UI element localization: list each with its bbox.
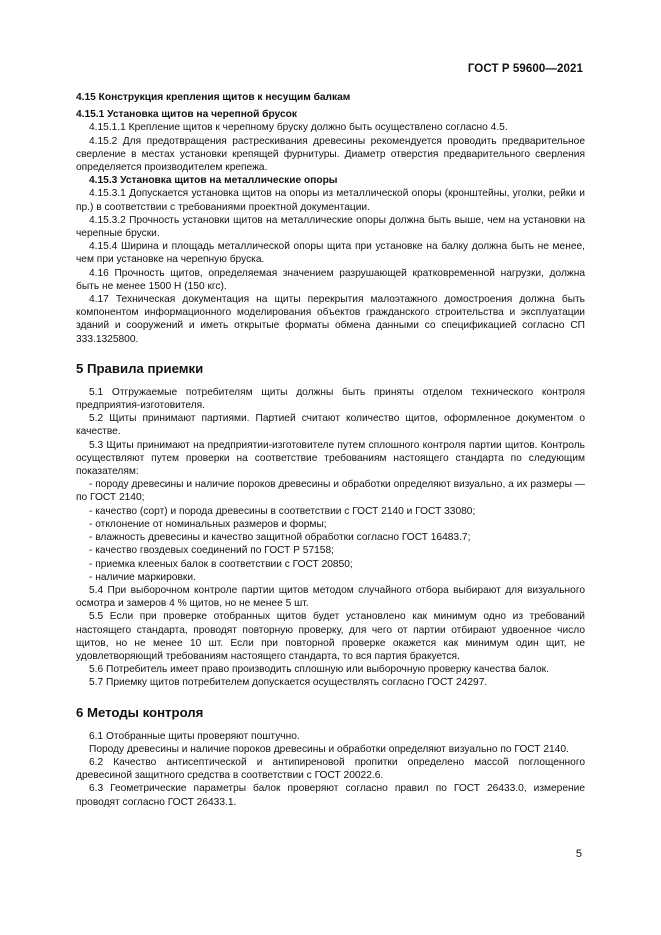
paragraph: 4.15.3.1 Допускается установка щитов на опоры из металлической опоры (кронштейны, уголки, рейки и пр.) в соответствии с требованиями проектной документации. — [76, 188, 585, 213]
document-body — [76, 91, 585, 809]
list-item: - отклонение от номинальных размеров и формы; — [89, 518, 327, 530]
paragraph: 4.15.1.1 Крепление щитов к черепному бруску должно быть осуществлено согласно 4.5. — [89, 122, 508, 134]
section-heading-4-15: 4.15 Конструкция крепления щитов к несущим балкам — [76, 92, 351, 103]
document-code: ГОСТ Р 59600—2021 — [467, 63, 583, 75]
paragraph: 5.7 Приемку щитов потребителем допускается осуществлять согласно ГОСТ 24297. — [89, 677, 488, 689]
paragraph: 6.3 Геометрические параметры балок проверяют согласно правил по ГОСТ 26433.0, измерение проводят согласно ГОСТ 26433.1. — [76, 783, 585, 808]
list-item: - наличие маркировки. — [89, 571, 196, 583]
subsection-heading-4-15-1: 4.15.1 Установка щитов на черепной брусок — [76, 109, 297, 121]
list-item: - влажность древесины и качество защитной обработки согласно ГОСТ 16483.7; — [89, 532, 471, 544]
list-item: - породу древесины и наличие пороков древесины и обработки определяют визуально, а их размеры — по ГОСТ 2140; — [76, 479, 585, 504]
paragraph: 6.1 Отобранные щиты проверяют поштучно. — [89, 730, 300, 742]
paragraph: 4.16 Прочность щитов, определяемая значением разрушающей кратковременной нагрузки, должна быть не менее 1500 Н (150 кгс). — [76, 267, 585, 292]
list-item: - приемка клееных балок в соответствии с ГОСТ 20850; — [89, 558, 353, 570]
page-number: 5 — [575, 848, 582, 860]
list-item: - качество гвоздевых соединений по ГОСТ Р 57158; — [89, 545, 334, 557]
paragraph: Породу древесины и наличие пороков древесины и обработки определяют визуально по ГОСТ 2140. — [89, 743, 569, 755]
paragraph: 4.15.2 Для предотвращения растрескивания древесины рекомендуется проводить предварительное сверление в местах установки крепящей фурнитуры. Диаметр отверстия предварительного сверления определяется производителем крепежа. — [76, 135, 585, 174]
paragraph: 5.4 При выборочном контроле партии щитов методом случайного отбора выбирают для визуального осмотра и замеров 4 % щитов, но не менее 5 шт. — [76, 584, 585, 610]
section-heading-5: 5 Правила приемки — [76, 360, 204, 376]
paragraph: 4.15.4 Ширина и площадь металлической опоры щита при установке на балку должна быть не менее, чем при установке на черепную бруска. — [76, 241, 585, 266]
paragraph: 5.6 Потребитель имеет право производить сплошную или выборочную проверку качества балок. — [89, 664, 549, 676]
paragraph: 4.15.3.2 Прочность установки щитов на металлические опоры должна быть выше, чем на установки на черепные бруски. — [76, 214, 585, 240]
paragraph: 6.2 Качество антисептической и антипиреновой пропитки определено массой поглощенного древесиной защитного средства в соответствии с ГОСТ 20022.6. — [76, 756, 585, 782]
paragraph: 5.1 Отгружаемые потребителям щиты должны быть приняты отделом технического контроля предприятия-изготовителя. — [76, 386, 585, 412]
subsection-heading-4-15-3: 4.15.3 Установка щитов на металлические опоры — [89, 175, 338, 187]
section-heading-6: 6 Методы контроля — [76, 704, 204, 720]
paragraph: 5.3 Щиты принимают на предприятии-изготовителе путем сплошного контроля партии щитов. Контроль осуществляют путем проверки на соответствие требованиям настоящего стандарта по следующим показателям: — [76, 439, 585, 478]
paragraph: 5.2 Щиты принимают партиями. Партией считают количество щитов, оформленное документом о качестве. — [76, 413, 585, 438]
paragraph: 5.5 Если при проверке отобранных щитов будет установлено как минимум одно из требований настоящего стандарта, проводят повторную проверку, для чего от партии отбирают удвоенное число щитов, но не менее 10 шт. Если при повторной проверке окажется как минимум один щит, не удовлетворяющий требованиям настоящего стандарта, то вся партия бракуется. — [76, 611, 585, 662]
list-item: - качество (сорт) и порода древесины в соответствии с ГОСТ 2140 и ГОСТ 33080; — [89, 505, 476, 517]
paragraph: 4.17 Техническая документация на щиты перекрытия малоэтажного домостроения должна быть компонентом информационного моделирования объектов гражданского строительства и эксплуатации зданий и сооружений и иметь открытые форматы обмена данными со спецификацией согласно СП 333.1325800. — [76, 294, 585, 345]
